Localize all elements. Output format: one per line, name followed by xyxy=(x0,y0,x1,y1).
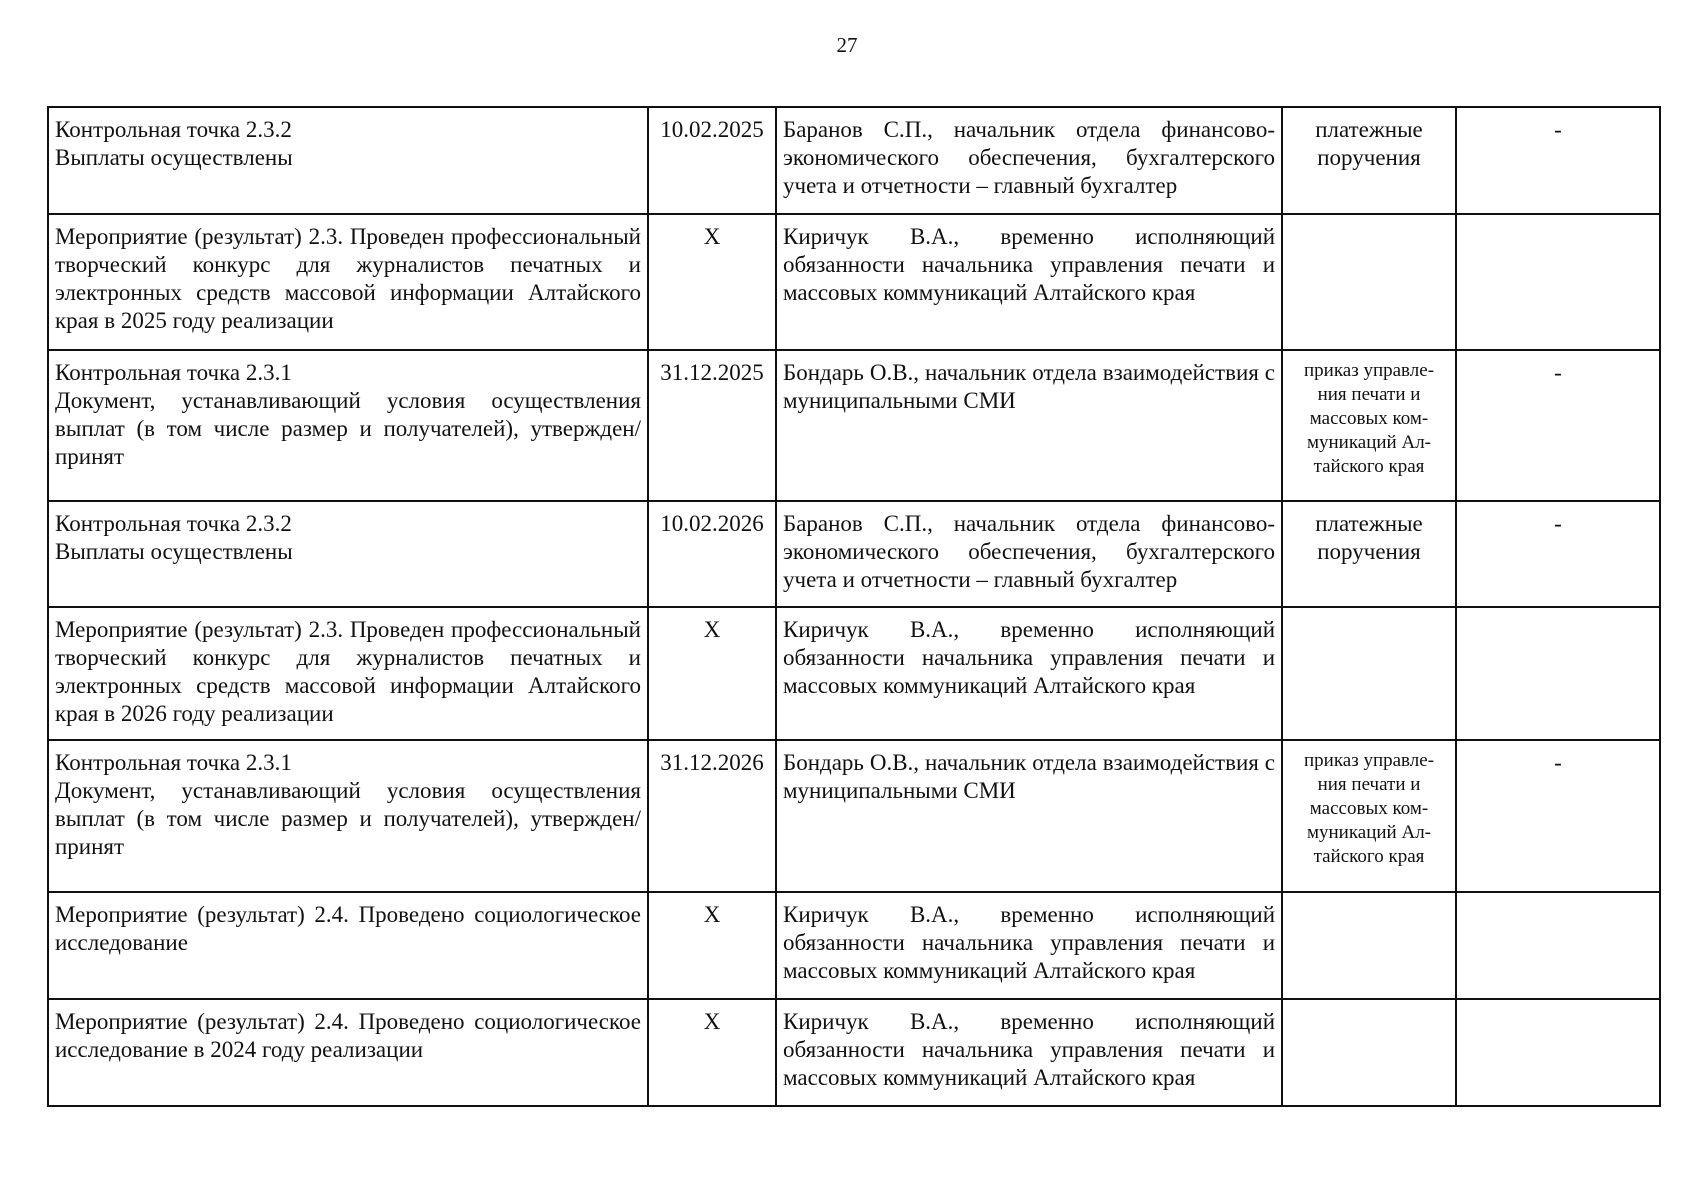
table-row xyxy=(48,892,1660,999)
event-name-line: Контрольная точка 2.3.1 xyxy=(55,750,292,775)
document-type-line: муникаций Ал- xyxy=(1306,822,1432,843)
info-system-cell xyxy=(1456,999,1660,1106)
event-name-cell xyxy=(48,107,648,214)
responsible-cell: Киричук В.А., временно исполняющий обязанности начальника управления печати и массовых коммуникаций Алтайского края xyxy=(776,214,1282,350)
table-body xyxy=(48,107,1660,1106)
document-type-line: платежные xyxy=(1315,117,1423,142)
document-type-line: поручения xyxy=(1317,539,1421,564)
event-name-cell xyxy=(48,501,648,607)
info-system-cell xyxy=(1456,892,1660,999)
deadline-cell: 31.12.2025 xyxy=(648,350,776,501)
event-name-line: Выплаты осуществлены xyxy=(55,539,293,564)
event-name-cell xyxy=(48,999,648,1106)
document-type-line: приказ управле- xyxy=(1303,750,1435,771)
info-system-cell xyxy=(1456,214,1660,350)
info-system-cell: - xyxy=(1456,350,1660,501)
responsible-cell: Киричук В.А., временно исполняющий обязанности начальника управления печати и массовых коммуникаций Алтайского края xyxy=(776,999,1282,1106)
responsible-cell: Киричук В.А., временно исполняющий обязанности начальника управления печати и массовых коммуникаций Алтайского края xyxy=(776,607,1282,740)
document-type-cell xyxy=(1282,892,1456,999)
document-type-line: ния печати и xyxy=(1317,774,1421,795)
responsible-cell: Баранов С.П., начальник отдела финансово-экономического обеспечения, бухгалтерского учета и отчетности – главный бухгалтер xyxy=(776,501,1282,607)
event-name-line: Контрольная точка 2.3.2 xyxy=(55,511,292,536)
document-type-cell xyxy=(1282,107,1456,214)
responsible-cell: Баранов С.П., начальник отдела финансово-экономического обеспечения, бухгалтерского учета и отчетности – главный бухгалтер xyxy=(776,107,1282,214)
table-row xyxy=(48,740,1660,892)
event-name-line: Документ, устанавливающий условия осуществления выплат (в том числе размер и получателей), утвержден/принят xyxy=(55,778,641,859)
info-system-cell xyxy=(1456,607,1660,740)
event-name-line: Контрольная точка 2.3.1 xyxy=(55,360,292,385)
event-name-cell xyxy=(48,214,648,350)
event-name-cell xyxy=(48,892,648,999)
document-type-line: массовых ком- xyxy=(1309,408,1429,429)
table-row xyxy=(48,107,1660,214)
document-type-line: массовых ком- xyxy=(1309,798,1429,819)
deadline-cell: Х xyxy=(648,214,776,350)
deadline-cell: Х xyxy=(648,999,776,1106)
info-system-cell: - xyxy=(1456,107,1660,214)
responsible-cell: Бондарь О.В., начальник отдела взаимодействия с муниципальными СМИ xyxy=(776,740,1282,892)
document-type-line: муникаций Ал- xyxy=(1306,432,1432,453)
deadline-cell: Х xyxy=(648,607,776,740)
event-name-line: Выплаты осуществлены xyxy=(55,145,293,170)
responsible-cell: Бондарь О.В., начальник отдела взаимодействия с муниципальными СМИ xyxy=(776,350,1282,501)
table-row xyxy=(48,501,1660,607)
deadline-cell: Х xyxy=(648,892,776,999)
document-type-cell xyxy=(1282,501,1456,607)
document-type-line: платежные xyxy=(1315,511,1423,536)
document-type-cell xyxy=(1282,350,1456,501)
document-type-line: поручения xyxy=(1317,145,1421,170)
event-name-line: Мероприятие (результат) 2.3. Проведен профессиональный творческий конкурс для журналистов печатных и электронных средств массовой информации Алтайского края в 2025 году реализации xyxy=(55,224,641,333)
document-type-cell xyxy=(1282,214,1456,350)
document-type-line: ния печати и xyxy=(1317,384,1421,405)
deadline-cell: 31.12.2026 xyxy=(648,740,776,892)
event-name-line: Мероприятие (результат) 2.4. Проведено социологическое исследование в 2024 году реализации xyxy=(55,1009,641,1062)
table-row xyxy=(48,607,1660,740)
event-name-line: Мероприятие (результат) 2.4. Проведено социологическое исследование xyxy=(55,902,641,955)
deadline-cell: 10.02.2025 xyxy=(648,107,776,214)
document-type-line: тайского края xyxy=(1313,456,1425,477)
page-number: 27 xyxy=(836,33,858,57)
table-row xyxy=(48,214,1660,350)
event-name-cell xyxy=(48,350,648,501)
responsible-cell: Киричук В.А., временно исполняющий обязанности начальника управления печати и массовых коммуникаций Алтайского края xyxy=(776,892,1282,999)
deadline-cell: 10.02.2026 xyxy=(648,501,776,607)
control-points-table xyxy=(47,106,1661,1107)
document-type-cell xyxy=(1282,999,1456,1106)
info-system-cell: - xyxy=(1456,740,1660,892)
event-name-cell xyxy=(48,607,648,740)
document-type-line: тайского края xyxy=(1313,846,1425,867)
table-row xyxy=(48,350,1660,501)
info-system-cell: - xyxy=(1456,501,1660,607)
event-name-line: Мероприятие (результат) 2.3. Проведен профессиональный творческий конкурс для журналистов печатных и электронных средств массовой информации Алтайского края в 2026 году реализации xyxy=(55,617,641,726)
event-name-line: Документ, устанавливающий условия осуществления выплат (в том числе размер и получателей), утвержден/принят xyxy=(55,388,641,469)
event-name-line: Контрольная точка 2.3.2 xyxy=(55,117,292,142)
document-type-cell xyxy=(1282,607,1456,740)
event-name-cell xyxy=(48,740,648,892)
table-row xyxy=(48,999,1660,1106)
document-type-line: приказ управле- xyxy=(1303,360,1435,381)
document-type-cell xyxy=(1282,740,1456,892)
